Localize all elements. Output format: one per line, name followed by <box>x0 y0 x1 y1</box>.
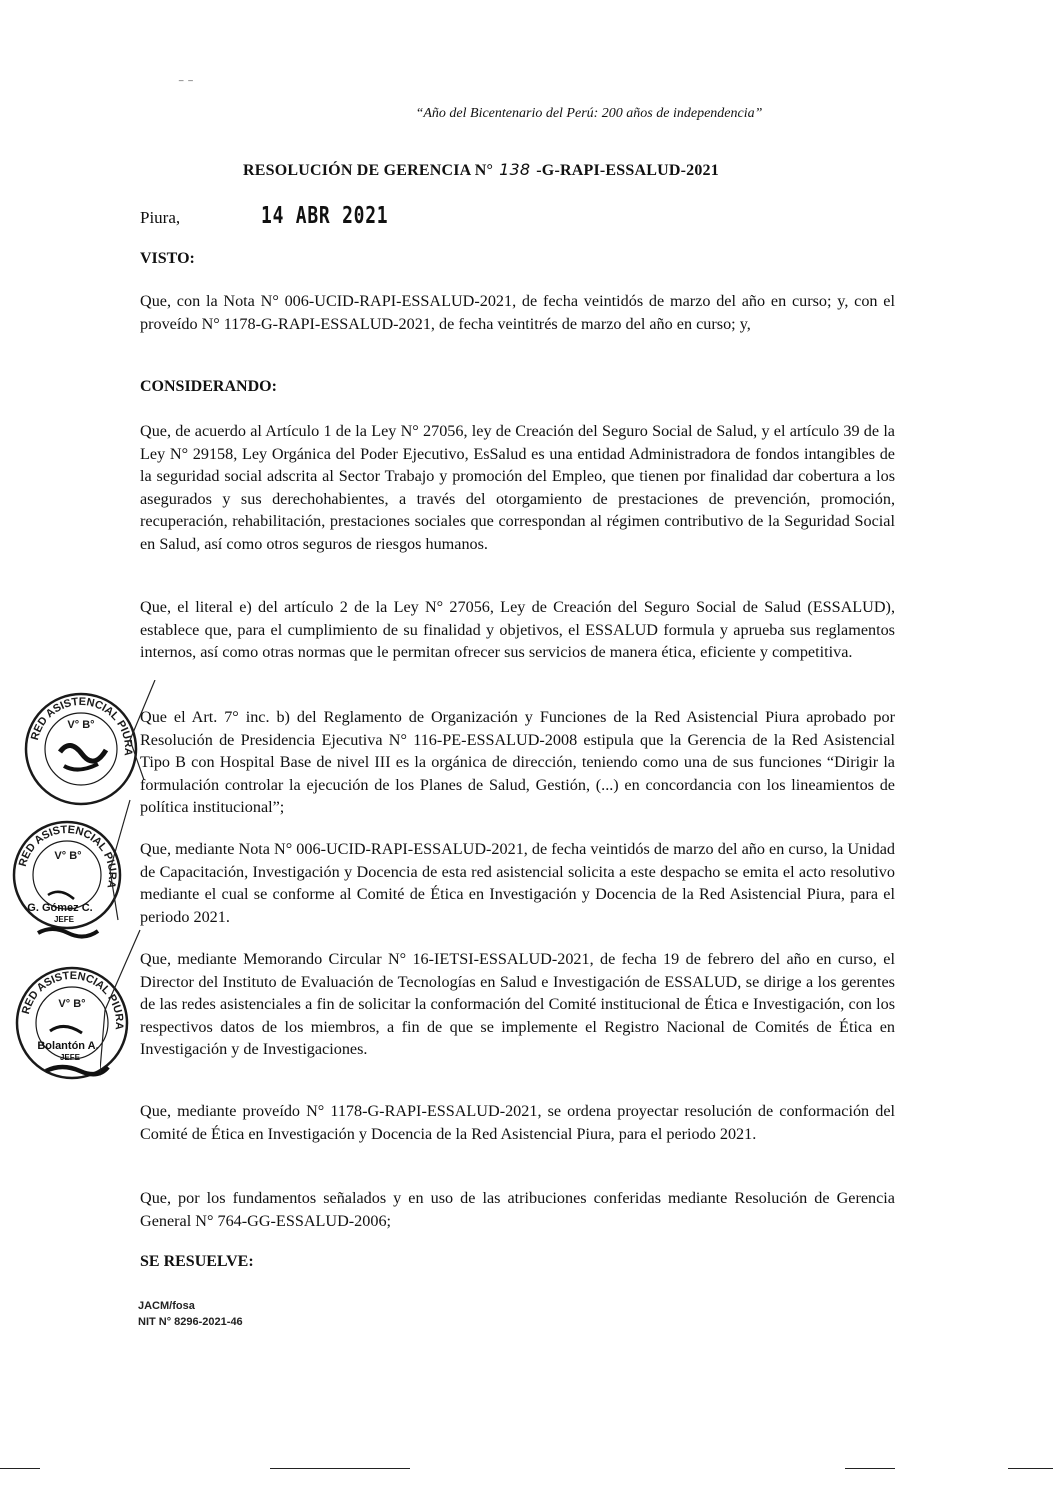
scan-artifact-mark: ⁻ ⁻ <box>178 76 194 90</box>
considerando-paragraph-7: Que, por los fundamentos señalados y en uso de las atribuciones conferidas mediante Resolución de Gerencia General N° 764-GG-ESSALUD-2006; <box>140 1189 895 1230</box>
year-motto: “Año del Bicentenario del Perú: 200 años de independencia” <box>415 106 763 121</box>
scan-artifact-line <box>1008 1468 1053 1469</box>
seal-signer-role: JEFE <box>53 915 75 924</box>
resolution-title <box>243 160 719 180</box>
scan-artifact-line <box>0 1468 40 1469</box>
seal-signer-role: JEFE <box>59 1053 81 1062</box>
considerando-heading: CONSIDERANDO: <box>140 378 277 395</box>
considerando-paragraph-2: Que, el literal e) del artículo 2 de la Ley N° 27056, Ley de Creación del Seguro Social de Salud (ESSALUD), establece que, para el cumplimiento de su finalidad y objetivos, el ESSALUD formula y aprueba sus reglamentos internos, así como otras normas que le permitan ofrecer sus servicios de manera ética, eficiente y competitiva. <box>140 598 895 661</box>
date-line <box>140 203 425 229</box>
scan-artifact-line <box>845 1468 895 1469</box>
considerando-paragraph-1: Que, de acuerdo al Artículo 1 de la Ley N° 27056, ley de Creación del Seguro Social de Salud, y el artículo 39 de la Ley N° 29158, Ley Orgánica del Poder Ejecutivo, EsSalud es una entidad Administradora de fondos intangibles de la seguridad social adscrita al Sector Trabajo y promoción del Empleo, que tienen por finalidad dar cobertura a los asegurados y sus derechohabientes, a través del otorgamiento de prestaciones de prevención, promoción, recuperación, rehabilitación, prestaciones sociales que correspondan al régimen contributivo de la Seguridad Social en Salud, así como otros seguros de riesgos humanos. <box>140 422 895 553</box>
initials: JACM/fosa <box>138 1300 195 1312</box>
title-prefix: RESOLUCIÓN DE GERENCIA <box>243 162 471 179</box>
handwritten-number: 138 <box>499 160 531 179</box>
seal-center-text: V° B° <box>54 850 82 862</box>
seal-center-text: V° B° <box>58 998 86 1010</box>
considerando-paragraph-4: Que, mediante Nota N° 006-UCID-RAPI-ESSALUD-2021, de fecha veintidós de marzo del año en curso, la Unidad de Capacitación, Investigación y Docencia de esta red asistencial solicita a este despacho se emita el acto resolutivo mediante el cual se conforme al Comité de Ética en Investigación y Docencia de la Red Asistencial Piura, para el periodo 2021. <box>140 840 895 926</box>
nit-number: NIT N° 8296-2021-46 <box>138 1316 243 1328</box>
considerando-paragraph-3: Que el Art. 7° inc. b) del Reglamento de Organización y Funciones de la Red Asistencial Piura aprobado por Resolución de Presidencia Ejecutiva N° 116-PE-ESSALUD-2008 estipula que la Gerencia de la Red Asistencial Tipo B con Hospital Base de nivel III es la orgánica de dirección, teniendo como una de sus funciones “Dirigir la formulación controlar la ejecución de los Planes de Salud, Gestión, (...) en concordancia con los lineamientos de política institucional”; <box>140 708 895 816</box>
visto-paragraph: Que, con la Nota N° 006-UCID-RAPI-ESSALUD-2021, de fecha veintidós de marzo del año en curso; y, con el proveído N° 1178-G-RAPI-ESSALUD-2021, de fecha veintitrés de marzo del año en curso; y, <box>140 292 895 333</box>
title-suffix: -G-RAPI-ESSALUD-2021 <box>536 162 719 179</box>
visto-heading: VISTO: <box>140 250 195 267</box>
seal-ring-text: RED ASISTENCIAL PIURA <box>16 823 119 890</box>
seal-ring-text: RED ASISTENCIAL PIURA <box>19 969 126 1031</box>
seal-ring-text: RED ASISTENCIAL PIURA <box>28 695 135 757</box>
se-resuelve-heading: SE RESUELVE: <box>140 1253 254 1270</box>
seal-center-text: V° B° <box>67 719 95 731</box>
seal-signer-name: G. Gómez C. <box>27 902 93 914</box>
scan-artifact-line <box>270 1468 410 1469</box>
signature-strokes <box>100 680 160 1140</box>
considerando-paragraph-5: Que, mediante Memorando Circular N° 16-IETSI-ESSALUD-2021, de fecha 19 de febrero del año en curso, el Director del Instituto de Evaluación de Tecnologías en Salud e Investigación de ESSALUD, se dirige a los gerentes de las redes asistenciales a fin de solicitar la conformación del Comité institucional de Ética e Investigación, con los respectivos datos de los miembros, a fin de que se implemente el Registro Nacional de Comités de Ética en Investigación y de Investigaciones. <box>140 950 895 1058</box>
considerando-paragraph-6: Que, mediante proveído N° 1178-G-RAPI-ESSALUD-2021, se ordena proyectar resolución de conformación del Comité de Ética en Investigación y Docencia de la Red Asistencial Piura, para el periodo 2021. <box>140 1102 895 1143</box>
stamped-date: 14 ABR 2021 <box>261 203 389 229</box>
city: Piura, <box>140 208 181 227</box>
title-number-label: N° <box>474 162 494 179</box>
seal-signer-name: Bolantón A. <box>37 1040 99 1052</box>
